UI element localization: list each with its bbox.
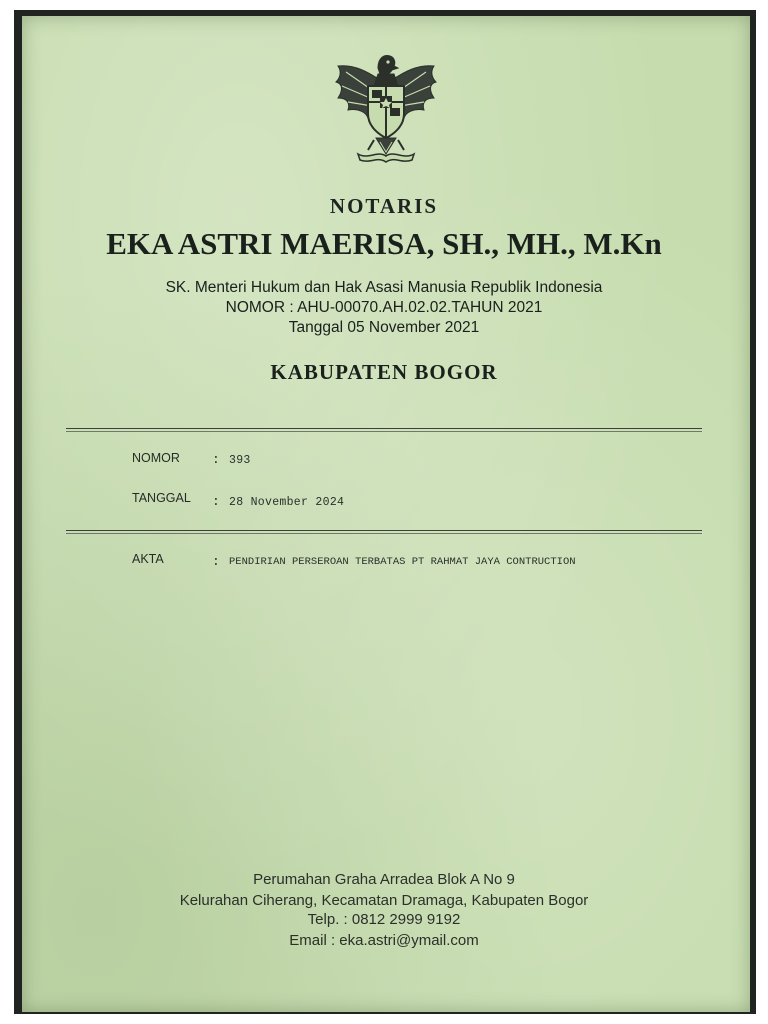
address-line-2: Kelurahan Ciherang, Kecamatan Dramaga, Kabupaten Bogor	[179, 892, 589, 909]
nomor-value: 393	[229, 454, 251, 467]
sk-date: Tanggal 05 November 2021	[288, 319, 480, 336]
tanggal-label: TANGGAL	[132, 491, 191, 505]
phone-number: Telp. : 0812 2999 9192	[307, 911, 461, 928]
sk-number: NOMOR : AHU-00070.AH.02.02.TAHUN 2021	[225, 299, 543, 316]
address-line-1: Perumahan Graha Arradea Blok A No 9	[253, 871, 515, 888]
email-address: Email : eka.astri@ymail.com	[289, 932, 479, 949]
nomor-separator: :	[212, 452, 220, 467]
region-title: KABUPATEN BOGOR	[270, 360, 498, 384]
middle-divider	[66, 530, 702, 534]
sk-ministry-line: SK. Menteri Hukum dan Hak Asasi Manusia Republik Indonesia	[165, 279, 603, 296]
akta-label: AKTA	[132, 552, 164, 566]
top-divider	[66, 428, 702, 432]
akta-separator: :	[212, 554, 220, 569]
tanggal-separator: :	[212, 494, 220, 509]
tanggal-value: 28 November 2024	[229, 496, 345, 509]
akta-value: PENDIRIAN PERSEROAN TERBATAS PT RAHMAT JAYA CONTRUCTION	[229, 556, 576, 568]
nomor-label: NOMOR	[132, 451, 180, 465]
garuda-emblem-icon	[328, 42, 444, 166]
notary-name: EKA ASTRI MAERISA, SH., MH., M.Kn	[106, 226, 662, 261]
office-title: NOTARIS	[329, 194, 439, 218]
